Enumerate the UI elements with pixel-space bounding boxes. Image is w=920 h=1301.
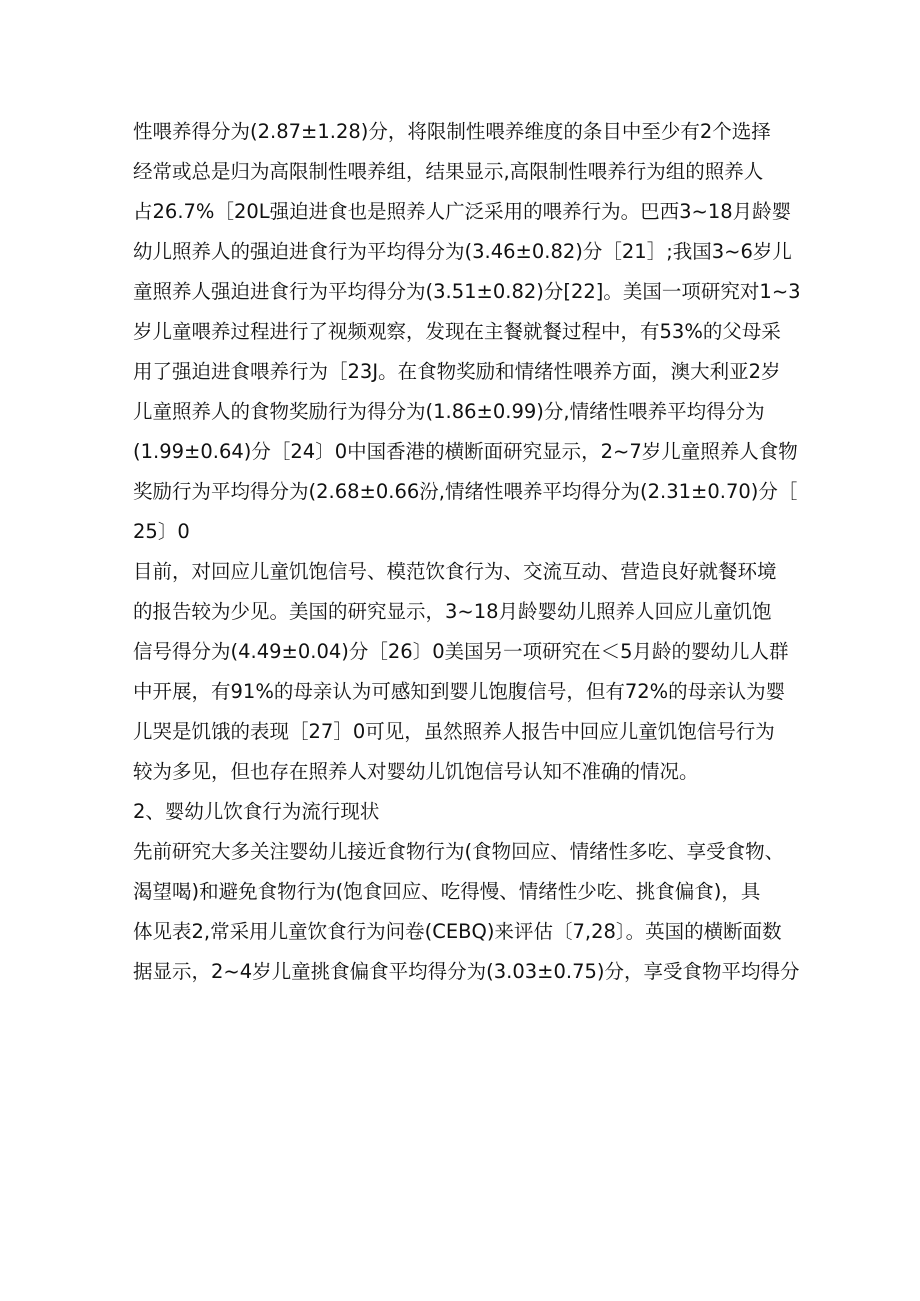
text-line: 性喂养得分为(2.87±1.28)分，将限制性喂养维度的条目中至少有2个选择 bbox=[133, 120, 771, 143]
text-line: 中开展，有91%的母亲认为可感知到婴儿饱腹信号，但有72%的母亲认为婴 bbox=[133, 680, 786, 703]
text-line: 占26.7%［20L强迫进食也是照养人广泛采用的喂养行为。巴西3~18月龄婴 bbox=[133, 200, 792, 223]
text-line: 的报告较为少见。美国的研究显示，3~18月龄婴幼儿照养人回应儿童饥饱 bbox=[133, 600, 772, 623]
text-line: 先前研究大多关注婴幼儿接近食物行为(食物回应、情绪性多吃、享受食物、 bbox=[133, 840, 785, 863]
text-line: 经常或总是归为高限制性喂养组，结果显示,高限制性喂养行为组的照养人 bbox=[133, 160, 764, 183]
text-line: 信号得分为(4.49±0.04)分［26〕0美国另一项研究在＜5月龄的婴幼儿人群 bbox=[133, 640, 789, 663]
text-line: 据显示，2~4岁儿童挑食偏食平均得分为(3.03±0.75)分，享受食物平均得分 bbox=[133, 960, 800, 983]
text-line: 目前，对回应儿童饥饱信号、模范饮食行为、交流互动、营造良好就餐环境 bbox=[133, 560, 777, 583]
text-line: 童照养人强迫进食行为平均得分为(3.51±0.82)分[22]。美国一项研究对1~3 bbox=[133, 280, 801, 303]
text-line: 较为多见，但也存在照养人对婴幼儿饥饱信号认知不准确的情况。 bbox=[133, 760, 699, 783]
text-line: 岁儿童喂养过程进行了视频观察，发现在主餐就餐过程中，有53%的父母采 bbox=[133, 320, 781, 343]
text-line: (1.99±0.64)分［24〕0中国香港的横断面研究显示，2~7岁儿童照养人食物 bbox=[133, 440, 798, 463]
text-line: 奖励行为平均得分为(2.68±0.66汾,情绪性喂养平均得分为(2.31±0.70)分［ bbox=[133, 480, 798, 503]
text-line: 25〕0 bbox=[133, 520, 190, 543]
text-line: 渴望喝)和避免食物行为(饱食回应、吃得慢、情绪性少吃、挑食偏食)，具 bbox=[133, 880, 761, 903]
text-line: 幼儿照养人的强迫进食行为平均得分为(3.46±0.82)分［21］;我国3~6岁儿 bbox=[133, 240, 792, 263]
section-heading: 2、婴幼儿饮食行为流行现状 bbox=[133, 800, 380, 823]
text-line: 儿童照养人的食物奖励行为得分为(1.86±0.99)分,情绪性喂养平均得分为 bbox=[133, 400, 765, 423]
text-line: 体见表2,常采用儿童饮食行为问卷(CEBQ)来评估〔7,28〕。英国的横断面数 bbox=[133, 920, 782, 943]
text-line: 儿哭是饥饿的表现［27］0可见，虽然照养人报告中回应儿童饥饱信号行为 bbox=[133, 720, 775, 743]
text-line: 用了强迫进食喂养行为［23J。在食物奖励和情绪性喂养方面，澳大利亚2岁 bbox=[133, 360, 781, 383]
